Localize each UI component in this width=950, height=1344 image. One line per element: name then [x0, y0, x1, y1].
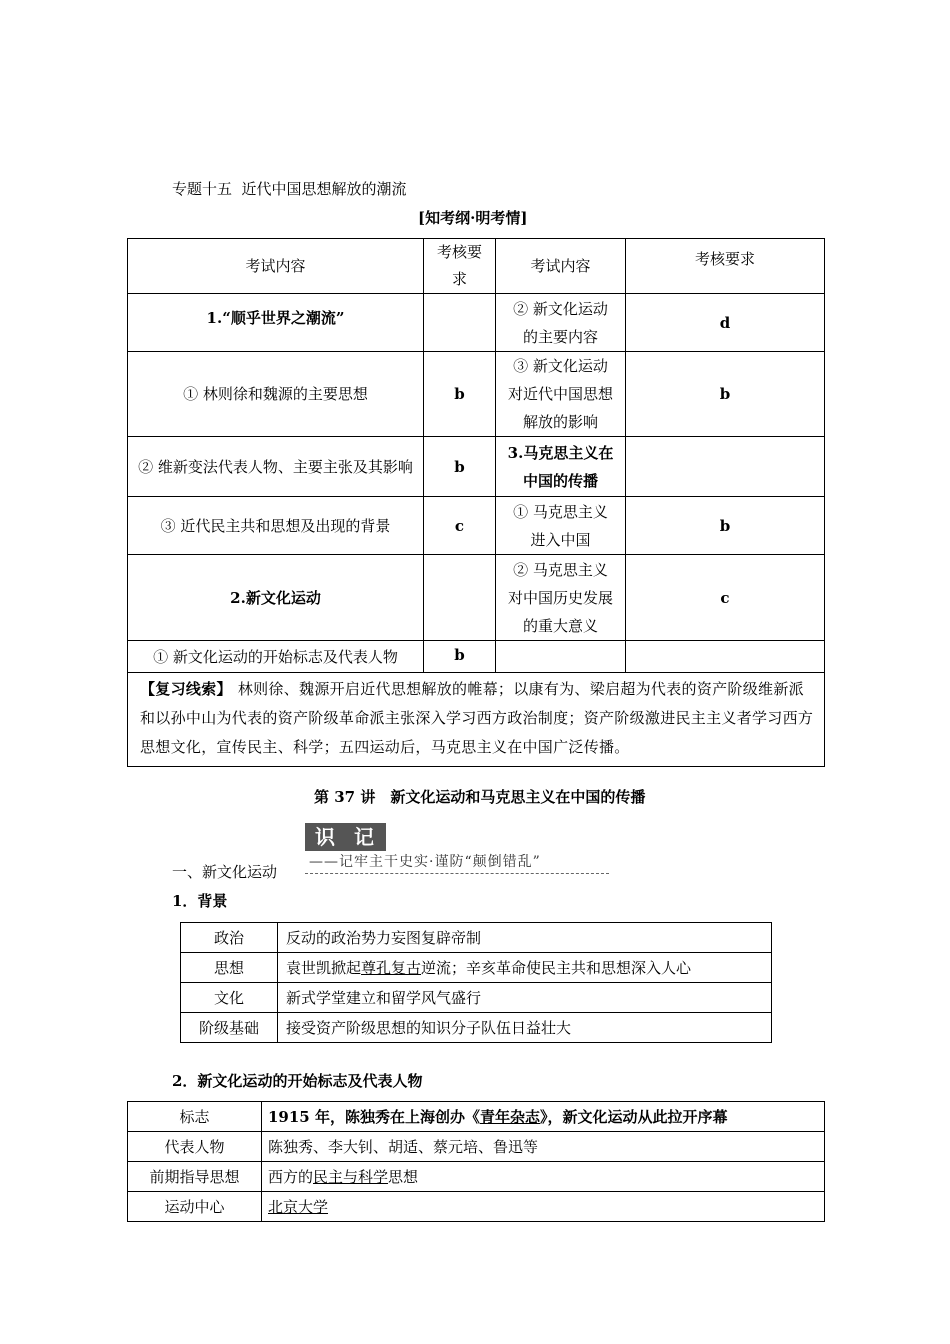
header-cell: 考核要求: [626, 239, 825, 294]
table-cell: d: [626, 294, 825, 352]
underlined-term: 尊孔复古: [361, 959, 422, 977]
header-cell: 考核要求: [424, 239, 496, 294]
topic-title: 专题十五 近代中国思想解放的潮流: [172, 180, 407, 198]
shiji-badge: 识 记: [305, 823, 386, 851]
table-cell: ② 马克思主义对中国历史发展的重大意义: [496, 555, 626, 641]
shiji-tagline: ——记牢主干史实·谨防“颠倒错乱”: [305, 851, 609, 874]
table-cell: c: [424, 497, 496, 555]
table-row: [128, 437, 825, 497]
table-key-cell: 文化: [181, 983, 278, 1013]
table-cell: 2.新文化运动: [128, 555, 424, 641]
table-cell: ② 新文化运动的主要内容: [496, 294, 626, 352]
table-value-cell: 袁世凯掀起尊孔复古逆流；辛亥革命使民主共和思想深入人心: [278, 953, 772, 983]
table-row: [128, 294, 825, 352]
background-table: [180, 922, 772, 1043]
table-row: [128, 1132, 825, 1162]
table-key-cell: 思想: [181, 953, 278, 983]
sub-heading-sign: 2．新文化运动的开始标志及代表人物: [172, 1072, 423, 1090]
review-row: [128, 673, 825, 767]
table-row: [181, 953, 772, 983]
table-value-cell: 接受资产阶级思想的知识分子队伍日益壮大: [278, 1013, 772, 1043]
table-row: [181, 983, 772, 1013]
table-cell: 3.马克思主义在中国的传播: [496, 437, 626, 497]
table-cell: b: [626, 497, 825, 555]
lecture-title: 第 37 讲 新文化运动和马克思主义在中国的传播: [314, 788, 646, 806]
section-heading: [知考纲·明考情]: [418, 209, 528, 227]
table-cell: ① 新文化运动的开始标志及代表人物: [128, 641, 424, 673]
exam-requirements-table: [127, 238, 825, 767]
table-cell: b: [424, 352, 496, 437]
table-key-cell: 政治: [181, 923, 278, 953]
table-cell: ① 马克思主义进入中国: [496, 497, 626, 555]
table-cell: [424, 555, 496, 641]
table-cell: [626, 437, 825, 497]
table-cell: b: [424, 641, 496, 673]
review-text: 林则徐、魏源开启近代思想解放的帷幕；以康有为、梁启超为代表的资产阶级维新派和以孙中山为代表的资产阶级革命派主张深入学习西方政治制度；资产阶级激进民主主义者学习西方思想文化，宣传民主、科学；五四运动后，马克思主义在中国广泛传播。: [140, 680, 814, 756]
table-key-cell: 运动中心: [128, 1192, 262, 1222]
table-cell: [424, 294, 496, 352]
table-cell: ① 林则徐和魏源的主要思想: [128, 352, 424, 437]
table-row: [181, 1013, 772, 1043]
table-key-cell: 前期指导思想: [128, 1162, 262, 1192]
table-key-cell: 代表人物: [128, 1132, 262, 1162]
underlined-term: 民主与科学: [313, 1168, 389, 1186]
table-row: [128, 555, 825, 641]
review-cell: [128, 673, 825, 767]
sign-and-figures-table: [127, 1101, 825, 1222]
header-cell: 考试内容: [128, 239, 424, 294]
table-cell: b: [424, 437, 496, 497]
table-row: [128, 1162, 825, 1192]
table-row: [128, 352, 825, 437]
table-row: [128, 1102, 825, 1132]
table-cell: ② 维新变法代表人物、主要主张及其影响: [128, 437, 424, 497]
table-value-cell: 反动的政治势力妄图复辟帝制: [278, 923, 772, 953]
table-cell: c: [626, 555, 825, 641]
part-one-heading: 一、新文化运动: [172, 863, 278, 881]
shiji-banner: [305, 823, 685, 870]
table-row: [128, 641, 825, 673]
table-row: [181, 923, 772, 953]
table-value-cell: 新式学堂建立和留学风气盛行: [278, 983, 772, 1013]
table-header-row: [128, 239, 825, 294]
table-key-cell: 标志: [128, 1102, 262, 1132]
table-cell: 1.“顺乎世界之潮流”: [128, 294, 424, 352]
table-value-cell: 陈独秀、李大钊、胡适、蔡元培、鲁迅等: [262, 1132, 825, 1162]
table-value-cell: [262, 1192, 825, 1222]
table-row: [128, 497, 825, 555]
table-cell: ③ 近代民主共和思想及出现的背景: [128, 497, 424, 555]
table-value-cell: 西方的民主与科学思想: [262, 1162, 825, 1192]
table-cell: ③ 新文化运动对近代中国思想解放的影响: [496, 352, 626, 437]
sub-heading-background: 1．背景: [172, 892, 228, 910]
header-cell: 考试内容: [496, 239, 626, 294]
table-value-cell: 1915 年，陈独秀在上海创办《青年杂志》，新文化运动从此拉开序幕: [262, 1102, 825, 1132]
table-key-cell: 阶级基础: [181, 1013, 278, 1043]
review-label: 【复习线索】: [140, 680, 232, 698]
underlined-term: 青年杂志: [479, 1108, 540, 1126]
table-cell: [496, 641, 626, 673]
table-row: [128, 1192, 825, 1222]
table-cell: b: [626, 352, 825, 437]
table-cell: [626, 641, 825, 673]
underlined-term: 北京大学: [268, 1198, 329, 1216]
